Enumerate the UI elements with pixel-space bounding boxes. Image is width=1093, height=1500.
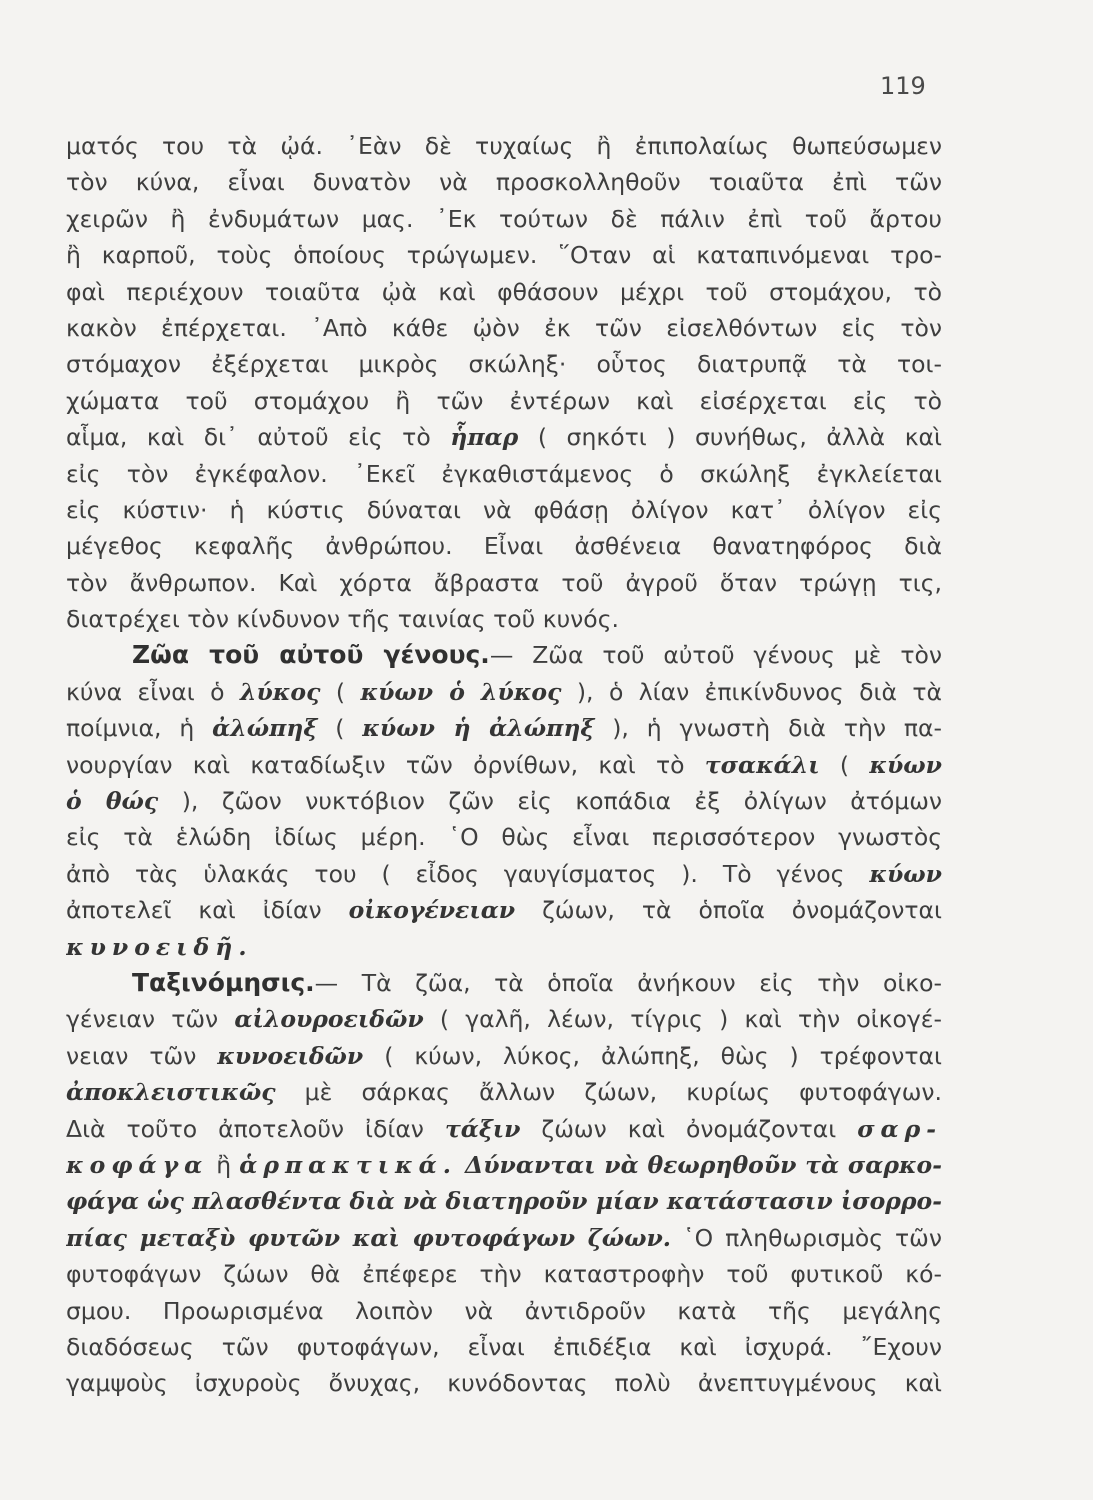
text-line: φυτοφάγων ζώων θὰ ἐπέφερε τὴν καταστροφὴν τοῦ φυτικοῦ κό- bbox=[66, 1260, 942, 1289]
text-line: σμου. Προωρισμένα λοιπὸν νὰ ἀντιδροῦν κατὰ τῆς μεγάλης bbox=[66, 1296, 942, 1325]
text-line: κοφάγα ἢ ἁρπακτικά. Δύνανται νὰ θεωρηθοῦν τὰ σαρκο- bbox=[66, 1150, 942, 1179]
text-line: χειρῶν ἢ ἐνδυμάτων μας. ᾿Εκ τούτων δὲ πάλιν ἐπὶ τοῦ ἄρτου bbox=[66, 204, 942, 233]
page-number: 119 bbox=[880, 72, 926, 100]
text-line: εἰς τὰ ἑλώδη ἰδίως μέρη. ῾Ο θὼς εἶναι περισσότερον γνωστὸς bbox=[66, 823, 942, 852]
text-line: στόμαχον ἐξέρχεται μικρὸς σκώληξ· οὗτος διατρυπᾷ τὰ τοι- bbox=[66, 350, 942, 379]
text-line: ἢ καρποῦ, τοὺς ὁποίους τρώγωμεν. ῞Οταν αἱ καταπινόμεναι τρο- bbox=[66, 241, 942, 270]
text-line: Διὰ τοῦτο ἀποτελοῦν ἰδίαν τάξιν ζώων καὶ ὀνομάζονται σαρ- bbox=[66, 1114, 942, 1143]
text-line: ποίμνια, ἡ ἀλώπηξ ( κύων ἡ ἀλώπηξ ), ἡ γνωστὴ διὰ τὴν πα- bbox=[66, 714, 942, 743]
text-line: πίας μεταξὺ φυτῶν καὶ φυτοφάγων ζώων. ῾Ο πληθωρισμὸς τῶν bbox=[66, 1223, 942, 1252]
text-line: ἀπὸ τὰς ὑλακάς του ( εἶδος γαυγίσματος ). Τὸ γένος κύων bbox=[66, 859, 942, 888]
text-line: κακὸν ἐπέρχεται. ᾿Απὸ κάθε ᾠὸν ἐκ τῶν εἰσελθόντων εἰς τὸν bbox=[66, 313, 942, 342]
section-heading: Ζῶα τοῦ αὐτοῦ γένους. bbox=[132, 640, 490, 670]
text-line: διαδόσεως τῶν φυτοφάγων, εἶναι ἐπιδέξια καὶ ἰσχυρά. ῎Εχουν bbox=[66, 1332, 942, 1361]
text-line: ματός του τὰ ᾠά. ᾿Εὰν δὲ τυχαίως ἢ ἐπιπολαίως θωπεύσωμεν bbox=[66, 132, 942, 160]
text-line: διατρέχει τὸν κίνδυνον τῆς ταινίας τοῦ κυνός. bbox=[66, 605, 619, 634]
section-heading-line: Ζῶα τοῦ αὐτοῦ γένους.— Ζῶα τοῦ αὐτοῦ γένους μὲ τὸν bbox=[132, 640, 942, 670]
text-line: γένειαν τῶν αἰλουροειδῶν ( γαλῆ, λέων, τίγρις ) καὶ τὴν οἰκογέ- bbox=[66, 1005, 942, 1034]
text-line: ὁ θώς ), ζῶον νυκτόβιον ζῶν εἰς κοπάδια ἐξ ὀλίγων ἀτόμων bbox=[66, 787, 942, 816]
text-line: ἀποκλειστικῶς μὲ σάρκας ἄλλων ζώων, κυρίως φυτοφάγων. bbox=[66, 1078, 942, 1107]
text-line: τὸν κύνα, εἶναι δυνατὸν νὰ προσκολληθοῦν τοιαῦτα ἐπὶ τῶν bbox=[66, 168, 942, 197]
body-text bbox=[66, 128, 942, 1402]
text-line: αἷμα, καὶ δι᾿ αὐτοῦ εἰς τὸ ἧπαρ ( σηκότι ) συνήθως, ἀλλὰ καὶ bbox=[66, 423, 942, 452]
text-line: εἰς κύστιν· ἡ κύστις δύναται νὰ φθάσῃ ὀλίγον κατ᾿ ὀλίγον εἰς bbox=[66, 495, 942, 524]
text-line: νουργίαν καὶ καταδίωξιν τῶν ὀρνίθων, καὶ τὸ τσακάλι ( κύων bbox=[66, 750, 942, 779]
text-line: κυνοειδῆ. bbox=[66, 932, 253, 961]
text-line: εἰς τὸν ἐγκέφαλον. ᾿Εκεῖ ἐγκαθιστάμενος ὁ σκώληξ ἐγκλείεται bbox=[66, 459, 942, 488]
text-line: χώματα τοῦ στομάχου ἢ τῶν ἐντέρων καὶ εἰσέρχεται εἰς τὸ bbox=[66, 386, 942, 415]
text-line: μέγεθος κεφαλῆς ἀνθρώπου. Εἶναι ἀσθένεια θανατηφόρος διὰ bbox=[66, 532, 942, 561]
text-line: ἀποτελεῖ καὶ ἰδίαν οἰκογένειαν ζώων, τὰ ὁποῖα ὀνομάζονται bbox=[66, 896, 942, 925]
text-line: τὸν ἄνθρωπον. Καὶ χόρτα ἄβραστα τοῦ ἀγροῦ ὅταν τρώγῃ τις, bbox=[66, 568, 942, 597]
section-heading-line: Ταξινόμησις.— Τὰ ζῶα, τὰ ὁποῖα ἀνήκουν εἰς τὴν οἰκο- bbox=[132, 967, 942, 997]
text-line: φαὶ περιέχουν τοιαῦτα ᾠὰ καὶ φθάσουν μέχρι τοῦ στομάχου, τὸ bbox=[66, 277, 942, 306]
text-line: νειαν τῶν κυνοειδῶν ( κύων, λύκος, ἀλώπηξ, θὼς ) τρέφονται bbox=[66, 1041, 942, 1070]
term-bold: ἧπαρ bbox=[450, 423, 519, 452]
section-heading: Ταξινόμησις. bbox=[132, 967, 315, 997]
text-line: φάγα ὡς πλασθέντα διὰ νὰ διατηροῦν μίαν κατάστασιν ἰσορρο- bbox=[66, 1187, 942, 1216]
text-line: γαμψοὺς ἰσχυροὺς ὄνυχας, κυνόδοντας πολὺ ἀνεπτυγμένους καὶ bbox=[66, 1369, 942, 1398]
text-line: κύνα εἶναι ὁ λύκος ( κύων ὁ λύκος ), ὁ λίαν ἐπικίνδυνος διὰ τὰ bbox=[66, 677, 942, 706]
